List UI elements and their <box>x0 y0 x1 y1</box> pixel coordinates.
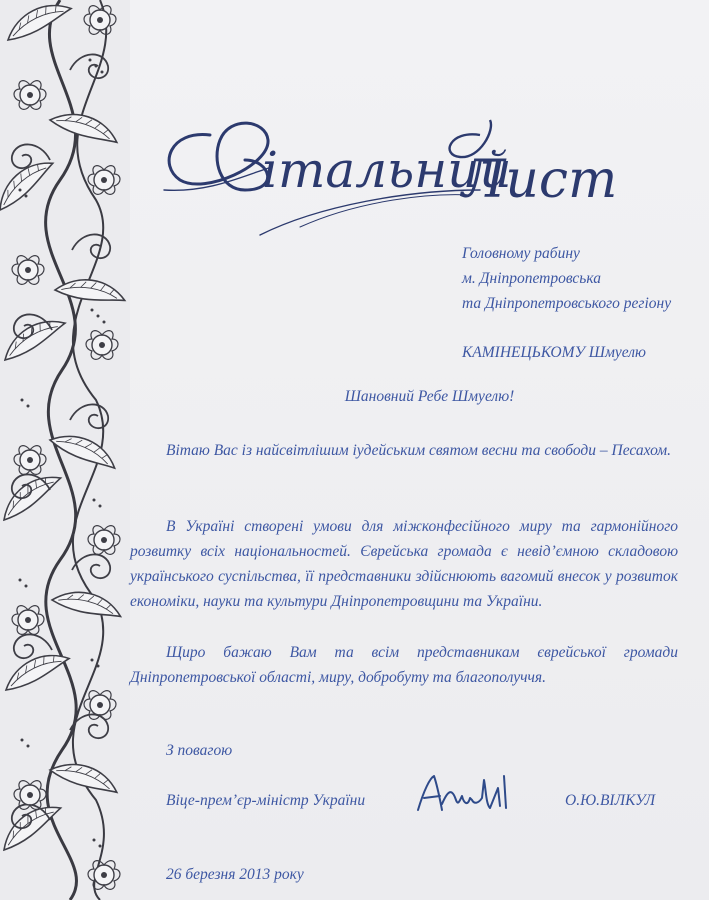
letter-date: 26 березня 2013 року <box>166 866 304 883</box>
handwritten-signature <box>412 770 522 818</box>
letter-title <box>150 95 618 245</box>
paragraph-3: Щиро бажаю Вам та всім представникам єврейської громади Дніпропетровської області, миру, добробуту та благополуччя. <box>130 644 678 686</box>
title-word-2: Лист <box>462 150 618 210</box>
title-word-1: італьний <box>262 141 512 199</box>
addressee-line-2: м. Дніпропетровська <box>462 270 601 287</box>
title-line-1 <box>170 130 559 209</box>
addressee-name: КАМІНЕЦЬКОМУ Шмуелю <box>462 344 646 361</box>
paragraph-1: Вітаю Вас із найсвітлішим іудейським святом весни та свободи – Песахом. <box>166 442 672 459</box>
paragraph-2: В Україні створені умови для міжконфесійного миру та гармонійного розвитку всіх національностей. Єврейська громада є невід’ємною складовою українського суспільства, її представники здійснюють вагомий внесок у розвиток економіки, науки та культури Дніпропетровщини та України. <box>130 518 678 610</box>
addressee-block <box>462 241 702 365</box>
closing: З повагою <box>166 742 233 759</box>
addressee-line-1: Головному рабину <box>462 245 580 262</box>
title-line-2 <box>263 280 466 359</box>
signer-name: О.Ю.ВІЛКУЛ <box>565 792 656 809</box>
floral-border-ornament <box>0 0 130 900</box>
greeting: Шановний Ребе Шмуелю! <box>344 388 515 405</box>
addressee-line-3: та Дніпропетровського регіону <box>462 295 672 312</box>
signer-position: Віце-прем’єр-міністр України <box>166 792 366 809</box>
